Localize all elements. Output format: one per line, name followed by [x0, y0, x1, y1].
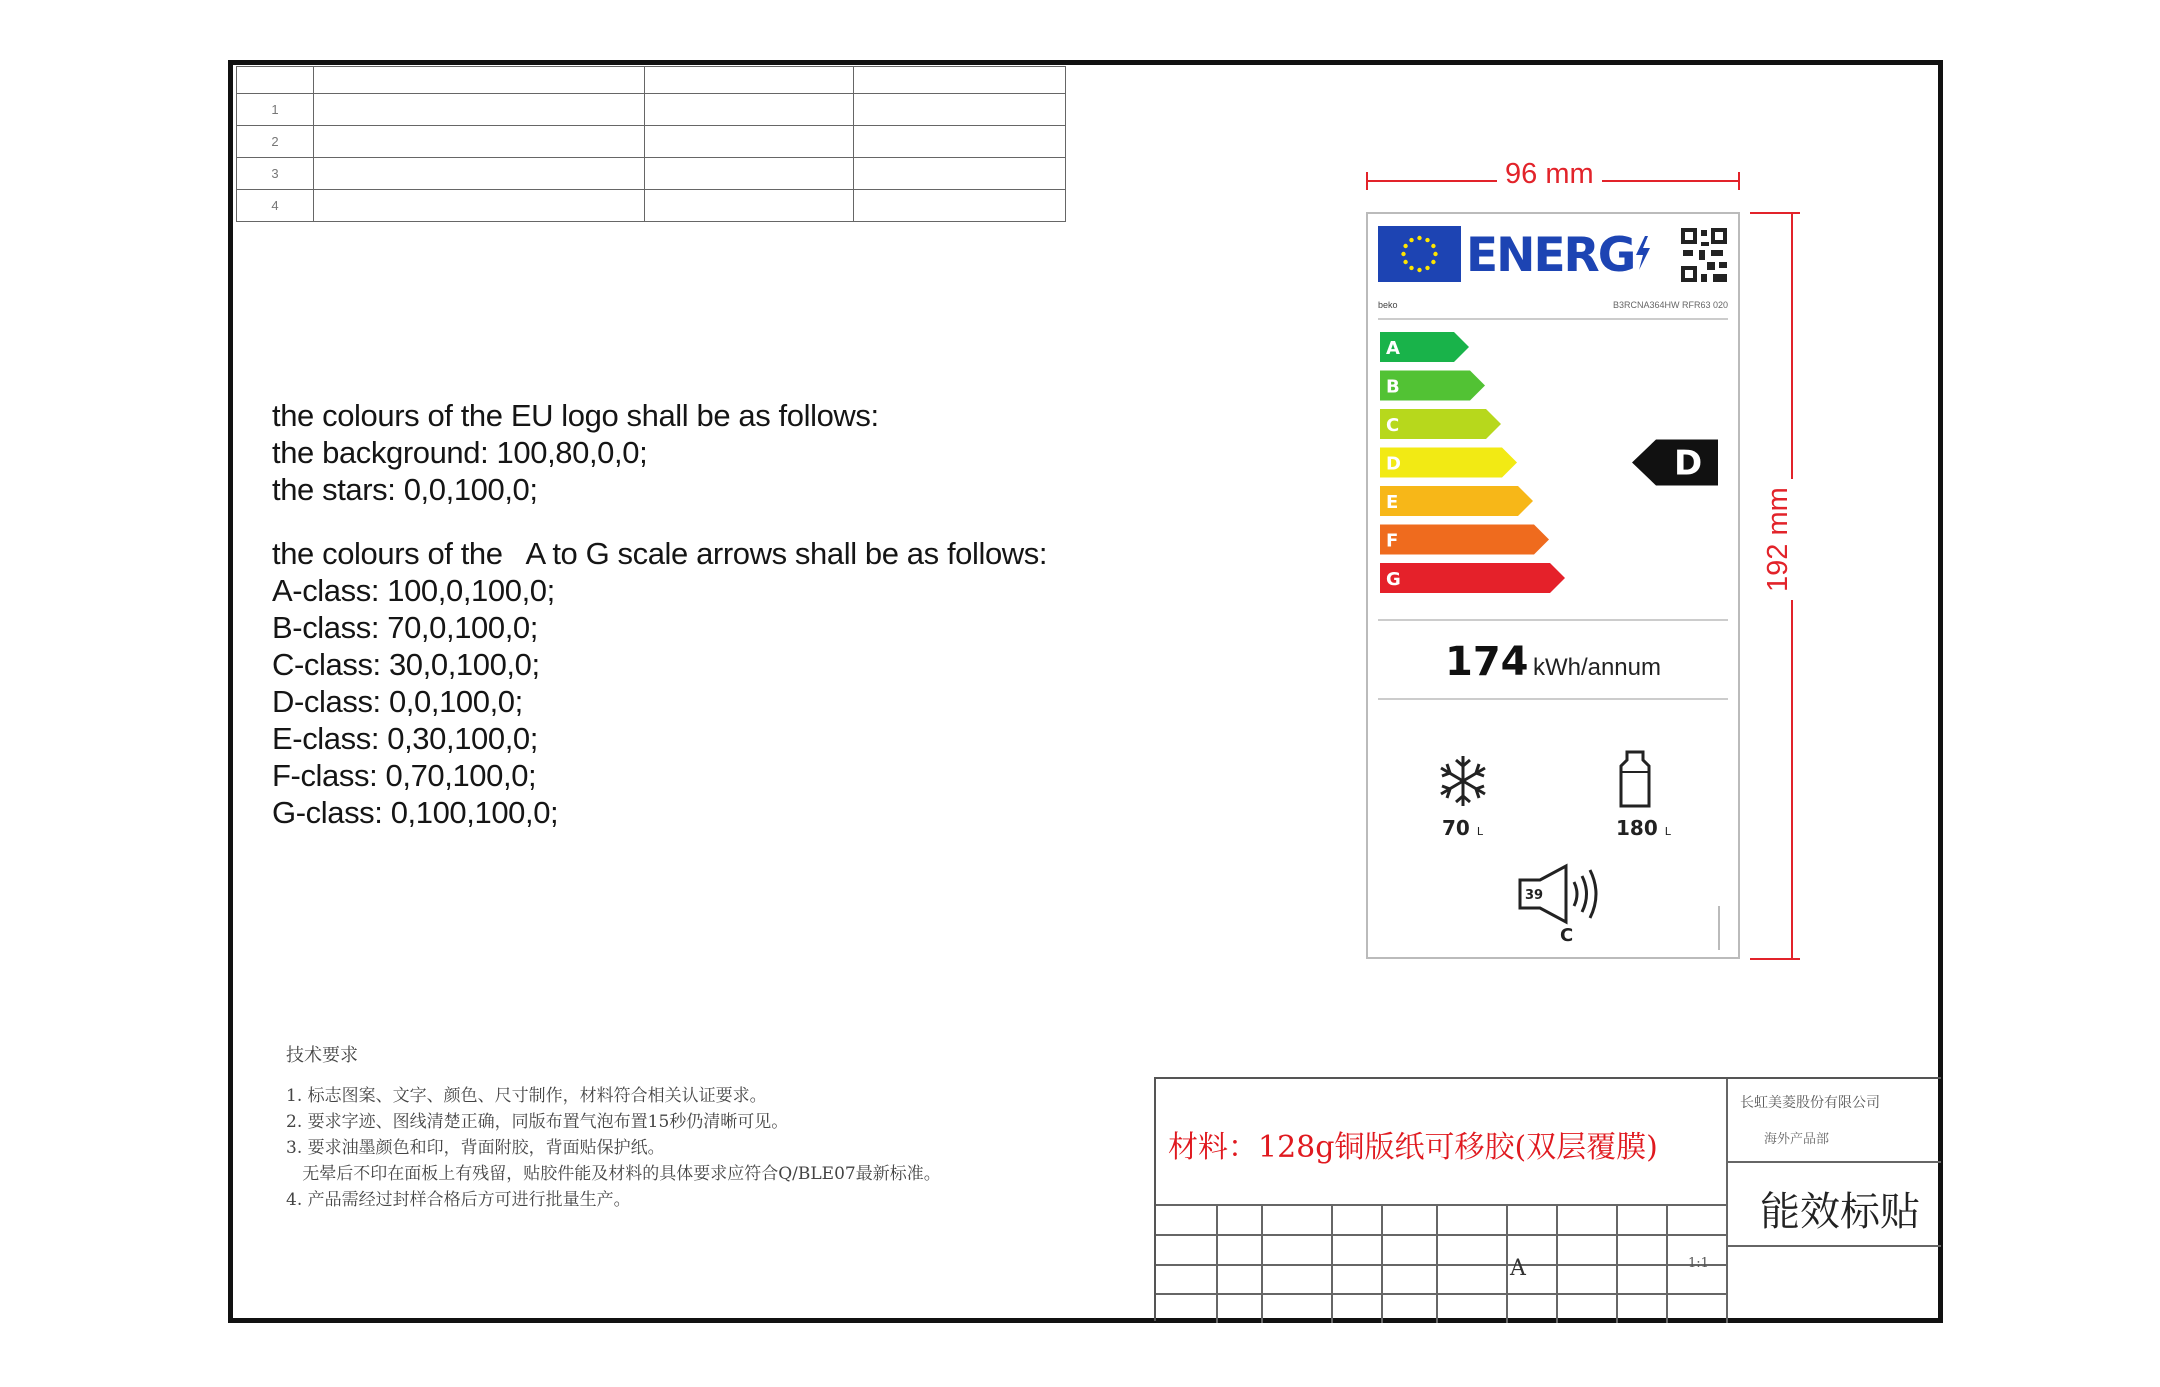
notes-line: 2. 要求字迹、图线清楚正确，同版布置气泡布置15秒仍清晰可见。	[286, 1112, 789, 1132]
spec-line: E-class: 0,30,100,0;	[272, 721, 538, 756]
energy-class-letter: D	[1386, 453, 1401, 475]
notes-line: 4. 产品需经过封样合格后方可进行批量生产。	[286, 1190, 631, 1210]
material-spec: 材料：128g铜版纸可移胶(双层覆膜)	[1168, 1130, 1658, 1165]
energy-word: ENERG	[1466, 228, 1635, 283]
revision-header	[314, 67, 645, 94]
width-dimension: 96 mm	[1497, 158, 1602, 191]
energy-class-letter: A	[1386, 338, 1400, 359]
separator	[1378, 619, 1728, 621]
company-name: 长虹美菱股份有限公司	[1740, 1095, 1880, 1111]
fridge-volume-value: 180	[1616, 816, 1658, 840]
table-row	[237, 126, 1066, 158]
consumption-value: 174	[1444, 639, 1529, 685]
table-row	[237, 158, 1066, 190]
notes-line: 3. 要求油墨颜色和印，背面附胶，背面贴保护纸。	[286, 1138, 665, 1158]
energy-class-scale	[1368, 214, 1738, 634]
noise-class: C	[1560, 925, 1574, 946]
energy-class-letter: G	[1386, 569, 1401, 590]
revision-header	[854, 67, 1066, 94]
noise-value: 39	[1525, 888, 1544, 903]
spec-line: the background: 100,80,0,0;	[272, 435, 648, 470]
spec-line: F-class: 0,70,100,0;	[272, 758, 537, 793]
eu-logo-colour-spec	[272, 397, 879, 508]
spec-line: C-class: 30,0,100,0;	[272, 647, 540, 682]
rated-class-letter: D	[1674, 443, 1703, 484]
spec-line: G-class: 0,100,100,0;	[272, 795, 559, 830]
volume-unit: L	[1664, 825, 1671, 838]
energy-class-arrow-g	[1380, 563, 1565, 593]
spec-line: A-class: 100,0,100,0;	[272, 573, 555, 608]
separator	[1378, 698, 1728, 700]
revision-header	[645, 67, 854, 94]
notes-title: 技术要求	[286, 1045, 358, 1066]
drawing-scale: 1:1	[1688, 1256, 1709, 1271]
supplier-name: beko	[1378, 300, 1398, 310]
spec-line: the stars: 0,0,100,0;	[272, 472, 538, 507]
energy-class-letter: F	[1386, 530, 1399, 552]
revision-header	[237, 67, 314, 94]
fridge-volume	[1616, 816, 1671, 840]
energy-class-arrow-f	[1380, 525, 1549, 555]
revision-number: 2	[237, 126, 314, 158]
noise-class-badge	[1546, 924, 1586, 946]
scale-colour-spec	[272, 535, 1047, 831]
spec-line: the colours of the EU logo shall be as follows:	[272, 398, 879, 433]
speaker-icon	[1516, 862, 1616, 926]
spec-line: B-class: 70,0,100,0;	[272, 610, 538, 645]
sheet-mark: A	[1510, 1256, 1526, 1281]
revision-table	[236, 66, 1066, 222]
revision-header-row	[237, 67, 1066, 94]
snowflake-icon	[1438, 754, 1488, 808]
energy-label	[1366, 212, 1740, 959]
table-row	[237, 94, 1066, 126]
freezer-volume-value: 70	[1442, 816, 1470, 840]
revision-number: 4	[237, 190, 314, 222]
model-identifier: B3RCNA364HW RFR63 020	[1612, 300, 1728, 310]
freezer-volume	[1442, 816, 1483, 840]
energy-consumption	[1368, 639, 1738, 685]
revision-number: 1	[237, 94, 314, 126]
energy-class-letter: E	[1386, 492, 1399, 513]
energy-class-letter: C	[1386, 415, 1400, 436]
technical-requirements	[286, 1043, 941, 1213]
spec-line: the colours of the A to G scale arrows shall be as follows:	[272, 536, 1048, 571]
table-row	[237, 190, 1066, 222]
fridge-bottle-icon	[1618, 750, 1652, 810]
drawing-name: 能效标贴	[1760, 1189, 1920, 1235]
regulation-ref	[1718, 906, 1720, 950]
notes-line: 无晕后不印在面板上有残留，贴胶件能及材料的具体要求应符合Q/BLE07最新标准。	[286, 1164, 941, 1184]
height-dimension: 192 mm	[1762, 479, 1795, 600]
energy-class-letter: B	[1386, 376, 1400, 398]
revision-number: 3	[237, 158, 314, 190]
spec-line: D-class: 0,0,100,0;	[272, 684, 523, 719]
department-name: 海外产品部	[1764, 1132, 1830, 1147]
energy-class-arrow-e	[1380, 486, 1533, 516]
notes-line: 1. 标志图案、文字、颜色、尺寸制作，材料符合相关认证要求。	[286, 1086, 767, 1106]
volume-unit: L	[1476, 825, 1483, 838]
consumption-unit: kWh/annum	[1532, 654, 1661, 681]
